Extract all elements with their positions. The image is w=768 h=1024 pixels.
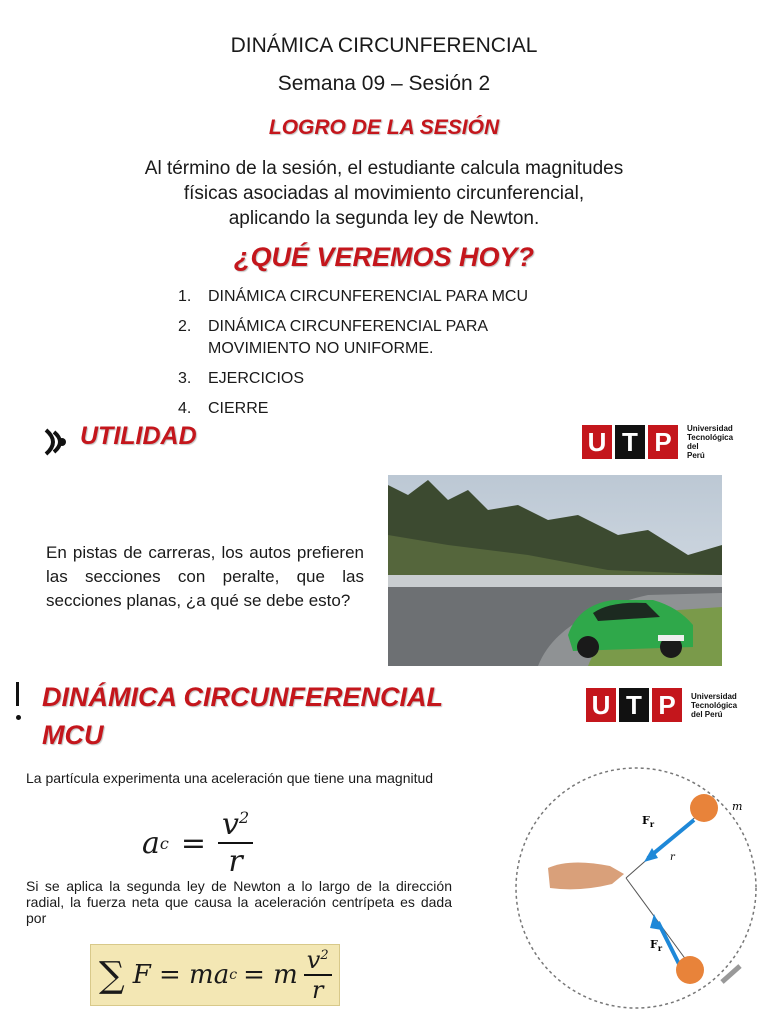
mcu-text-2: Si se aplica la segunda ley de Newton a lo largo de la dirección radial, la fuerza neta que causa la aceleración centrípeta es dada por <box>26 878 452 926</box>
bullet-dot <box>16 715 21 720</box>
bullet-bar <box>16 682 19 706</box>
centripetal-acceleration-formula: a c = $\frac{v^2}{r}$ <box>142 808 253 878</box>
mcu-heading: DINÁMICA CIRCUNFERENCIAL MCU <box>42 682 443 750</box>
logro-heading: LOGRO DE LA SESIÓN <box>268 116 500 139</box>
mass-label: m <box>732 800 743 813</box>
radius-label: r <box>670 852 675 863</box>
force-label-top: $F_r$ <box>642 814 655 829</box>
newton-law-formula: ∑ F = ma c = m $v^2$ r <box>90 944 340 1006</box>
logro-line-1: Al término de la sesión, el estudiante calcula magnitudes <box>144 158 624 179</box>
circular-motion-diagram <box>500 770 768 1022</box>
agenda-list <box>178 286 588 428</box>
agenda-heading: ¿QUÉ VEREMOS HOY? <box>233 242 535 272</box>
agenda-item: 1. DINÁMICA CIRCUNFERENCIAL PARA MCU <box>178 288 529 305</box>
logro-line-3: aplicando la segunda ley de Newton. <box>228 208 540 229</box>
document-title: DINÁMICA CIRCUNFERENCIAL <box>230 34 538 57</box>
utilidad-text: En pistas de carreras, los autos prefieren las secciones con peralte, que las secciones planas, ¿a qué se debe esto? <box>46 543 364 610</box>
agenda-item: 2. DINÁMICA CIRCUNFERENCIAL PARA MOVIMIENTO NO UNIFORME. <box>178 318 488 357</box>
agenda-item: 3. EJERCICIOS <box>178 370 305 387</box>
sound-wave-icon <box>42 424 72 460</box>
logro-line-2: físicas asociadas al movimiento circunferencial, <box>183 183 585 204</box>
utilidad-heading: UTILIDAD <box>80 422 197 450</box>
utp-logo: U T P Universidad Tecnológica del Perú <box>582 424 717 460</box>
utp-logo-2: U T P Universidad Tecnológica del Perú <box>586 688 727 722</box>
agenda-item: 4. CIERRE <box>178 400 269 417</box>
logro-paragraph <box>0 156 768 231</box>
mcu-text-1: La partícula experimenta una aceleración que tiene una magnitud <box>26 770 434 786</box>
document-subtitle: Semana 09 – Sesión 2 <box>277 72 491 95</box>
force-label-bottom: $F_r$ <box>650 938 663 953</box>
race-car-photo <box>388 475 722 666</box>
